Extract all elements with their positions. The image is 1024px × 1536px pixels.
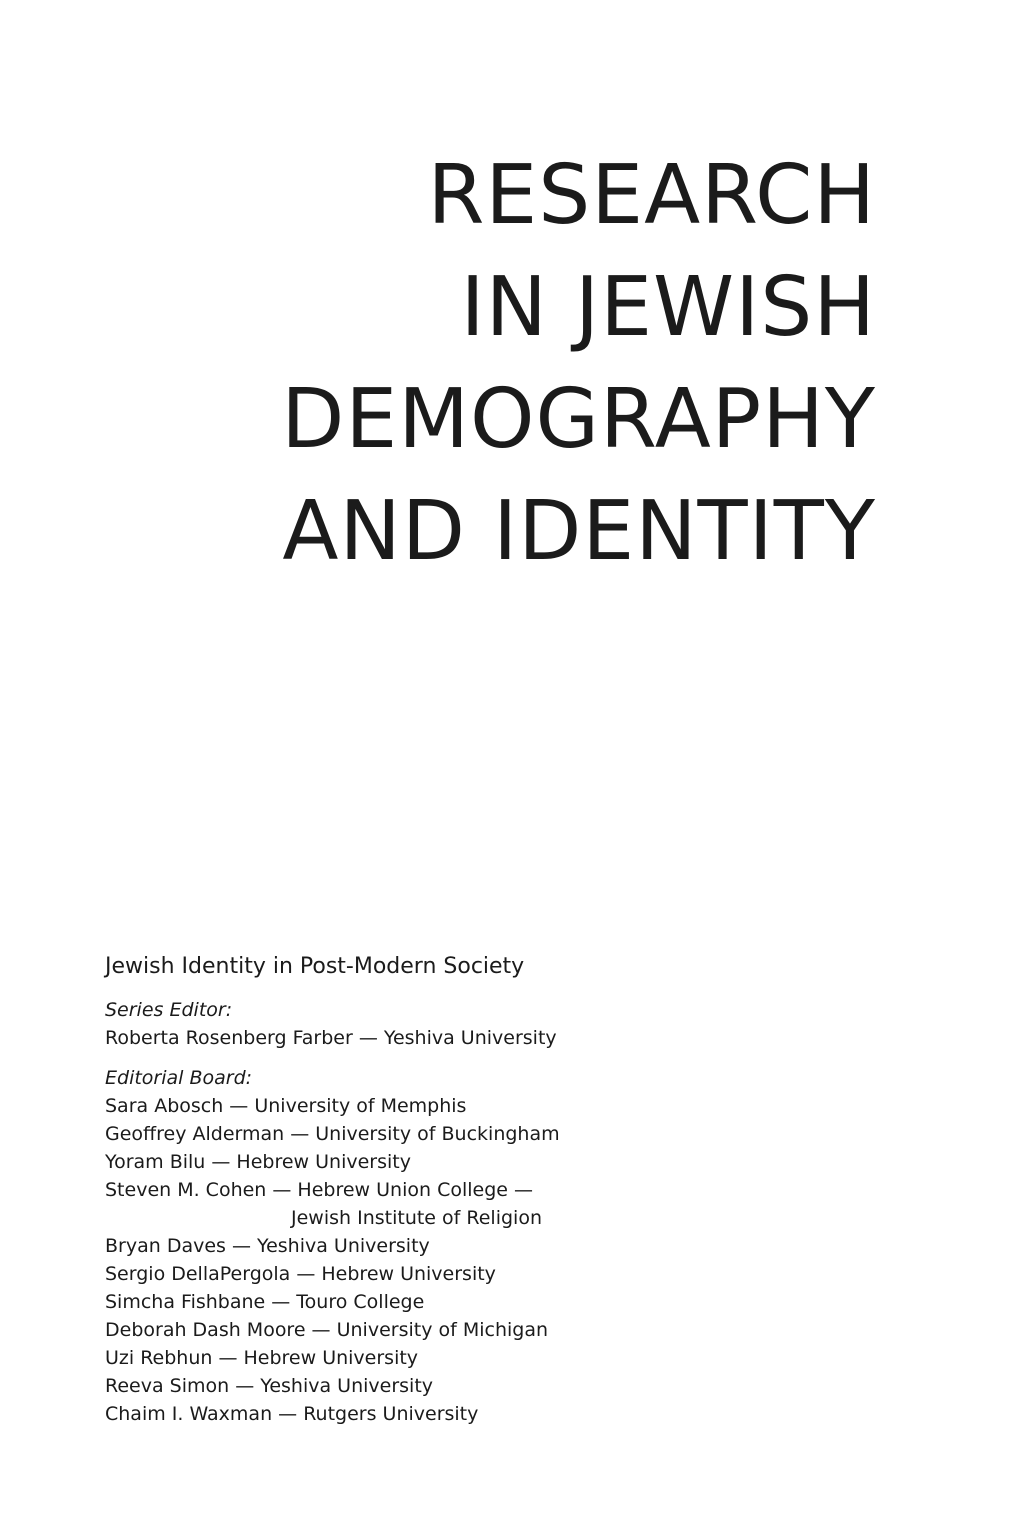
board-member: Sara Abosch — University of Memphis xyxy=(105,1095,467,1117)
board-member: Uzi Rebhun — Hebrew University xyxy=(105,1347,419,1369)
board-member: Simcha Fishbane — Touro College xyxy=(105,1291,425,1313)
board-member-continuation: Jewish Institute of Religion xyxy=(291,1207,542,1229)
board-member: Deborah Dash Moore — University of Michigan xyxy=(105,1319,549,1341)
editorial-board-label: Editorial Board: xyxy=(105,1067,253,1089)
board-member: Steven M. Cohen — Hebrew Union College — xyxy=(105,1179,533,1201)
title-line-4: AND IDENTITY xyxy=(282,484,876,579)
board-member: Geoffrey Alderman — University of Buckingham xyxy=(105,1123,560,1145)
editorial-board-group xyxy=(105,1064,805,1428)
board-member: Chaim I. Waxman — Rutgers University xyxy=(105,1403,479,1425)
series-title: Jewish Identity in Post-Modern Society xyxy=(105,954,525,979)
title-line-2: IN JEWISH xyxy=(460,260,876,355)
title-line-1: RESEARCH xyxy=(427,148,876,243)
board-member: Bryan Daves — Yeshiva University xyxy=(105,1235,430,1257)
series-editor-entry: Roberta Rosenberg Farber — Yeshiva University xyxy=(105,1027,557,1049)
board-member: Sergio DellaPergola — Hebrew University xyxy=(105,1263,496,1285)
series-editor-group xyxy=(105,996,805,1052)
book-title xyxy=(156,140,876,588)
board-member: Yoram Bilu — Hebrew University xyxy=(105,1151,411,1173)
series-information xyxy=(105,950,805,1440)
board-member: Reeva Simon — Yeshiva University xyxy=(105,1375,434,1397)
title-line-3: DEMOGRAPHY xyxy=(281,372,876,467)
series-editor-label: Series Editor: xyxy=(105,999,233,1021)
